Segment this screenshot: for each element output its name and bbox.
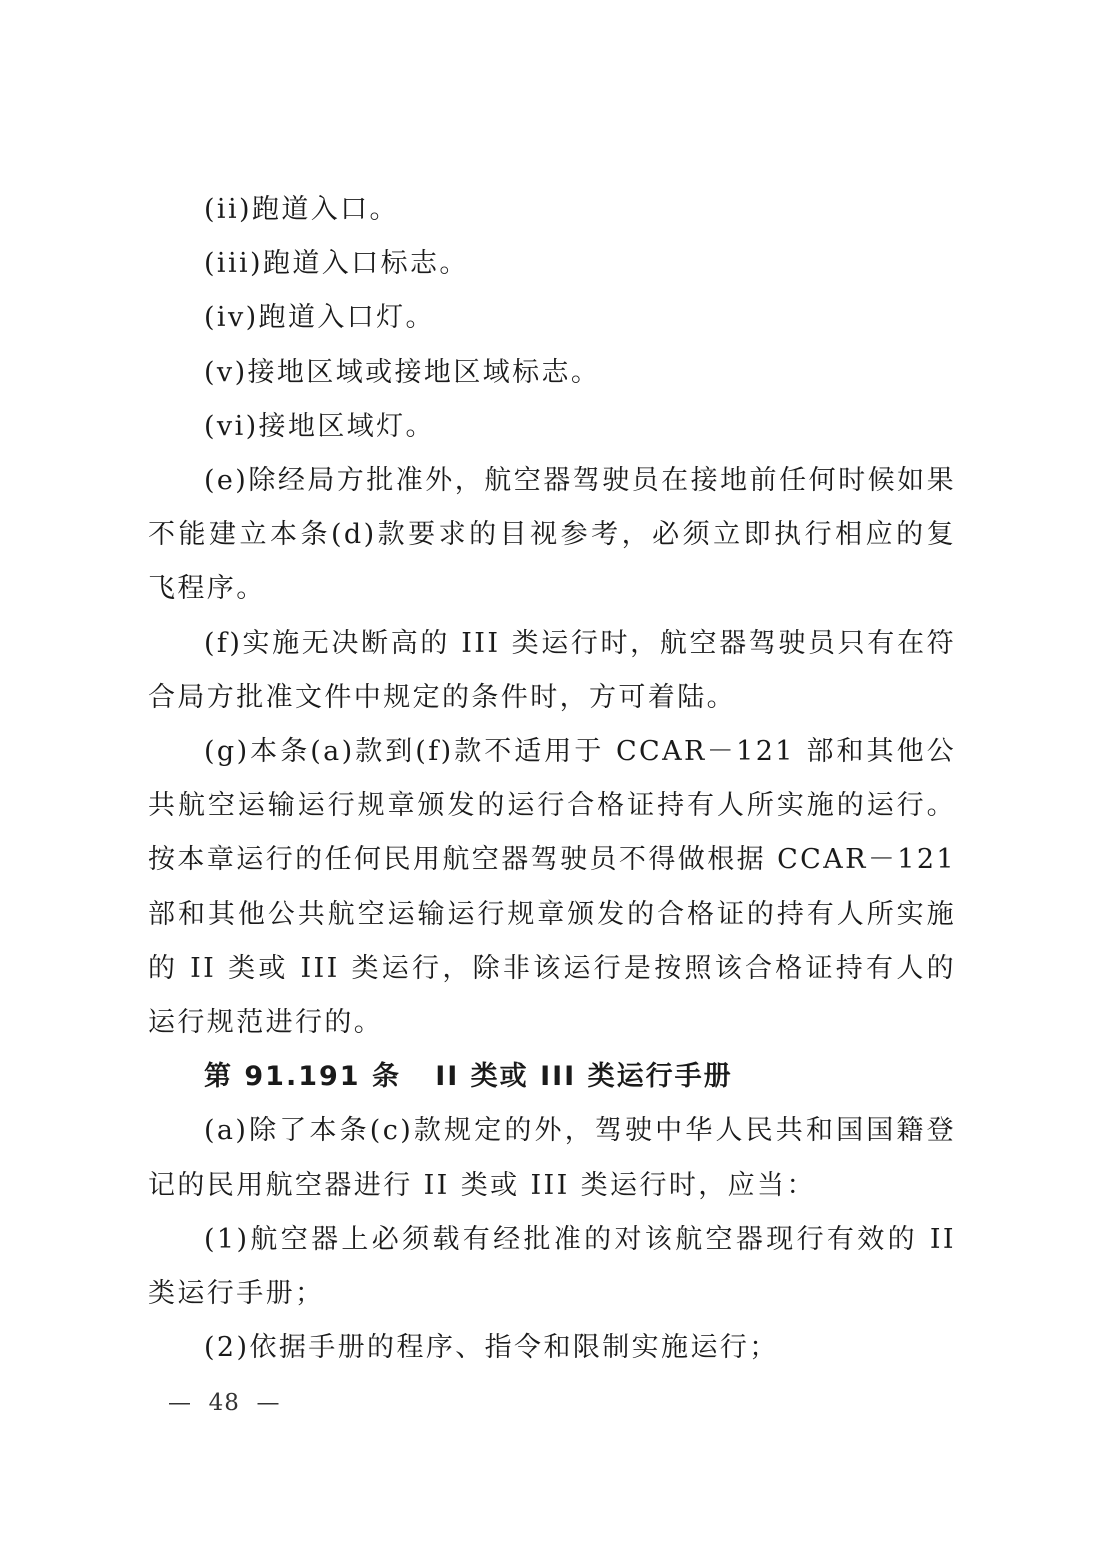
article-heading: 第 91.191 条 II 类或 III 类运行手册 <box>204 1061 733 1093</box>
paragraph-v: (v)接地区域或接地区域标志。 <box>204 356 601 388</box>
paragraph-a: (a)除了本条(c)款规定的外，驾驶中华人民共和国国籍登记的民用航空器进行 II 类或 III 类运行时，应当： <box>148 1115 956 1201</box>
paragraph-iv: (iv)跑道入口灯。 <box>204 302 435 334</box>
paragraph-e: (e)除经局方批准外，航空器驾驶员在接地前任何时候如果不能建立本条(d)款要求的目视参考，必须立即执行相应的复飞程序。 <box>148 465 956 605</box>
paragraph-1: (1)航空器上必须载有经批准的对该航空器现行有效的 II 类运行手册； <box>148 1223 956 1310</box>
paragraph-g: (g)本条(a)款到(f)款不适用于 CCAR－121 部和其他公共航空运输运行规章颁发的运行合格证持有人所实施的运行。按本章运行的任何民用航空器驾驶员不得做根据 CCAR－121 部和其他公共航空运输运行规章颁发的合格证的持有人所实施的 II 类或 III 类运行，除非该运行是按照该合格证持有人的运行规范进行的。 <box>148 736 956 1039</box>
paragraph-f: (f)实施无决断高的 III 类运行时，航空器驾驶员只有在符合局方批准文件中规定的条件时，方可着陆。 <box>148 627 956 713</box>
paragraph-iii: (iii)跑道入口标志。 <box>204 248 469 280</box>
paragraph-2: (2)依据手册的程序、指令和限制实施运行； <box>204 1332 779 1364</box>
page-body <box>148 183 956 1375</box>
paragraph-vi: (vi)接地区域灯。 <box>204 410 435 442</box>
page-number: — 48 — <box>168 1390 281 1416</box>
paragraph-ii: (ii)跑道入口。 <box>204 194 399 225</box>
